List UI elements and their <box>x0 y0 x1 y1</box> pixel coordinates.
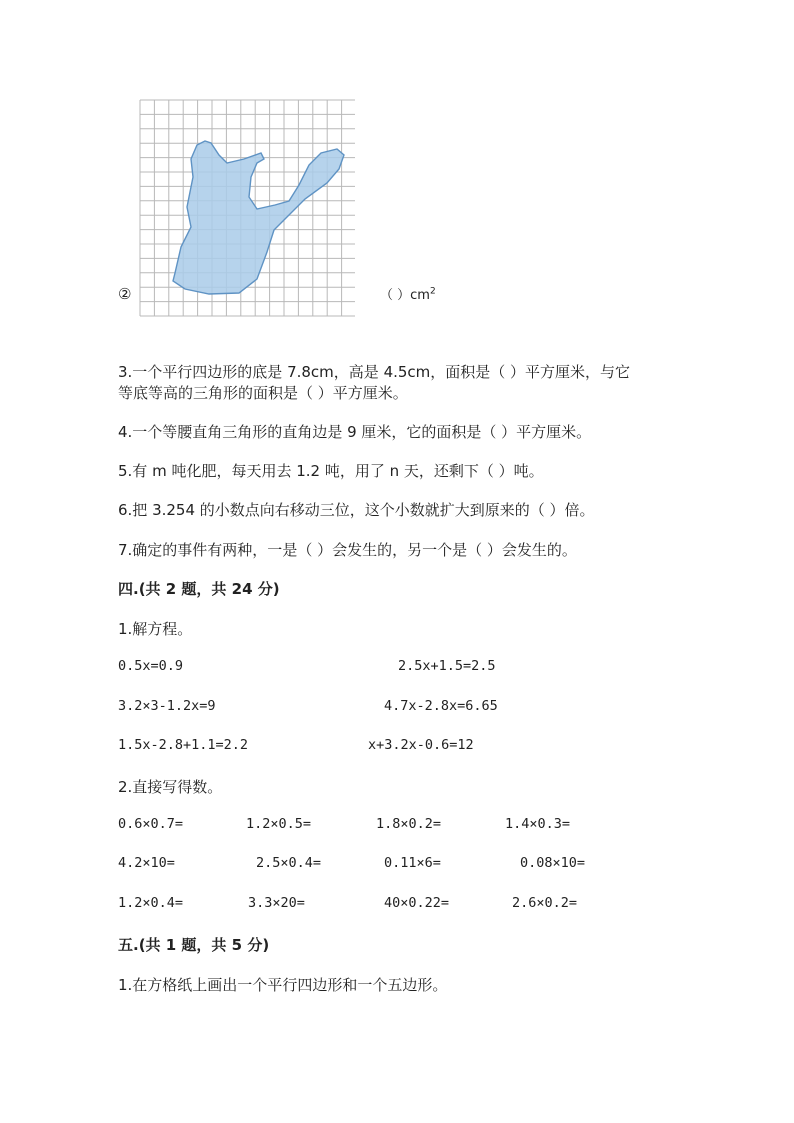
grid-figure <box>139 97 355 317</box>
calc-item: 2.5×0.4= <box>256 855 322 871</box>
calc-item: 0.11×6= <box>384 855 441 871</box>
area-unit-superscript: 2 <box>429 286 436 297</box>
calc-item: 4.2×10= <box>118 855 175 871</box>
calc-item: 1.8×0.2= <box>376 816 442 832</box>
calc-item: 1.2×0.5= <box>246 816 312 832</box>
equation: 1.5x-2.8+1.1=2.2 <box>118 737 249 753</box>
question-7: 7.确定的事件有两种，一是（ ）会发生的，另一个是（ ）会发生的。 <box>118 541 577 559</box>
calc-item: 1.2×0.4= <box>118 895 184 911</box>
question-6: 6.把 3.254 的小数点向右移动三位，这个小数就扩大到原来的（ ）倍。 <box>118 501 595 519</box>
equation: 0.5x=0.9 <box>118 658 184 674</box>
calc-item: 0.08×10= <box>520 855 586 871</box>
calc-item: 0.6×0.7= <box>118 816 184 832</box>
question-4: 4.一个等腰直角三角形的直角边是 9 厘米，它的面积是（ ）平方厘米。 <box>118 423 592 441</box>
section-4-part-1-title: 1.解方程。 <box>118 620 193 638</box>
equation: x+3.2x-0.6=12 <box>368 737 474 753</box>
question-5: 5.有 m 吨化肥，每天用去 1.2 吨，用了 n 天，还剩下（ ）吨。 <box>118 462 544 480</box>
section-5-title: 五.(共 1 题，共 5 分) <box>118 936 270 954</box>
question-3-line-1: 3.一个平行四边形的底是 7.8cm，高是 4.5cm，面积是（ ）平方厘米，与它 <box>118 363 631 381</box>
section-4-part-2-title: 2.直接写得数。 <box>118 778 223 796</box>
figure-marker: ② <box>118 285 132 303</box>
area-answer-text: （ ）cm <box>380 288 430 303</box>
area-answer-blank <box>380 284 436 303</box>
equation: 2.5x+1.5=2.5 <box>398 658 496 674</box>
calc-item: 2.6×0.2= <box>512 895 578 911</box>
section-5-question-1: 1.在方格纸上画出一个平行四边形和一个五边形。 <box>118 976 448 994</box>
question-3-line-2: 等底等高的三角形的面积是（ ）平方厘米。 <box>118 384 408 402</box>
calc-item: 1.4×0.3= <box>505 816 571 832</box>
equation: 4.7x-2.8x=6.65 <box>384 698 498 714</box>
irregular-shape <box>173 141 344 294</box>
calc-item: 3.3×20= <box>248 895 305 911</box>
equation: 3.2×3-1.2x=9 <box>118 698 216 714</box>
section-4-title: 四.(共 2 题，共 24 分) <box>118 580 280 598</box>
calc-item: 40×0.22= <box>384 895 450 911</box>
